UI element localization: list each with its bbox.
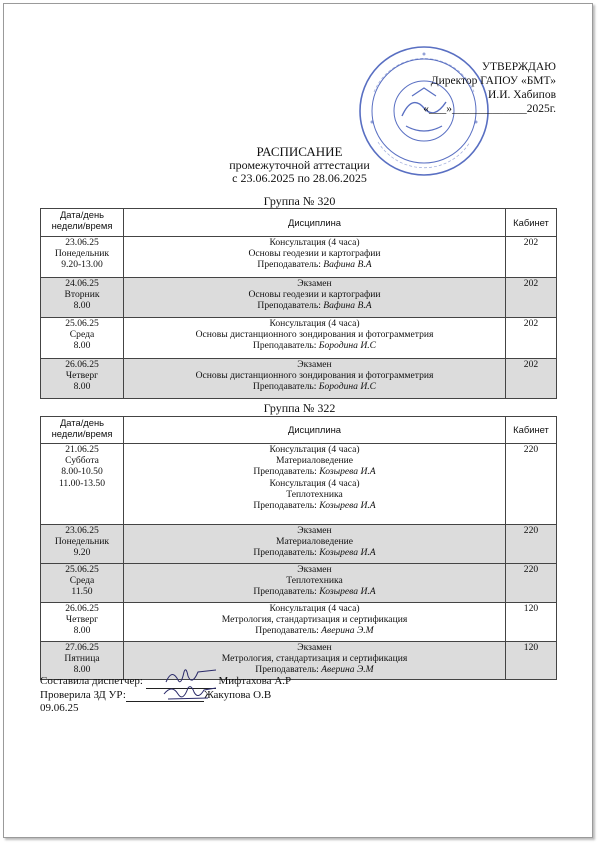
- teacher-name: Вафина В.А: [323, 259, 372, 271]
- cell-room: 220: [506, 525, 557, 564]
- discipline-line: [126, 237, 503, 248]
- table-row: [41, 237, 557, 278]
- discipline-text: Преподаватель:: [253, 547, 320, 559]
- cell-date: [41, 525, 124, 564]
- group-title-320: Группа № 320: [263, 194, 336, 208]
- cell-discipline: [124, 278, 506, 318]
- discipline-text: Преподаватель:: [255, 664, 322, 676]
- checked-signature: [160, 682, 220, 704]
- table-row: [41, 359, 557, 399]
- date-line: 8.00: [73, 381, 91, 393]
- discipline-line: [126, 525, 503, 536]
- cell-room: 202: [506, 318, 557, 359]
- document-subtitle: промежуточной аттестации: [229, 157, 370, 172]
- checked-label: Проверила ЗД УР:: [40, 688, 126, 701]
- discipline-line: [126, 455, 503, 466]
- approval-title: УТВЕРЖДАЮ: [481, 61, 556, 73]
- discipline-text: Преподаватель:: [253, 466, 320, 478]
- discipline-line: [126, 340, 503, 351]
- cell-room: 220: [506, 444, 557, 525]
- document-header: [0, 145, 599, 186]
- discipline-line: [126, 653, 503, 664]
- cell-discipline: [124, 318, 506, 359]
- schedule-table-group-322: [40, 416, 557, 680]
- date-line: Пятница: [64, 653, 100, 665]
- approval-year: 2025г.: [526, 103, 556, 115]
- column-header-discipline: Дисциплина: [124, 417, 506, 444]
- table-row: [41, 278, 557, 318]
- teacher-name: Козырева И.А: [319, 500, 376, 512]
- discipline-line: [126, 444, 503, 455]
- date-line: 8.00-10.50: [61, 466, 103, 478]
- discipline-line: [126, 381, 503, 392]
- discipline-text: Преподаватель:: [253, 586, 320, 598]
- cell-date: [41, 642, 124, 680]
- discipline-line: [126, 478, 503, 489]
- discipline-line: [126, 489, 503, 500]
- date-line: Четверг: [65, 370, 99, 382]
- discipline-text: Экзамен: [297, 278, 332, 289]
- teacher-name: Бородина И.С: [318, 340, 377, 352]
- date-line: Четверг: [65, 614, 99, 626]
- table-row: [41, 642, 557, 680]
- discipline-line: [126, 370, 503, 381]
- cell-room: 202: [506, 359, 557, 399]
- approval-block: [336, 60, 556, 116]
- table-body-group-322: [41, 444, 557, 680]
- cell-date: [41, 603, 124, 642]
- cell-date: [41, 278, 124, 318]
- column-header-date: Дата/день недели/время: [41, 417, 124, 444]
- discipline-line: [126, 603, 503, 614]
- cell-room: 120: [506, 603, 557, 642]
- date-line: Среда: [69, 329, 95, 341]
- discipline-line: [126, 278, 503, 289]
- date-line: Понедельник: [54, 248, 110, 260]
- cell-discipline: [124, 359, 506, 399]
- cell-discipline: [124, 444, 506, 525]
- discipline-text: Экзамен: [297, 564, 332, 575]
- table-row: [41, 564, 557, 603]
- discipline-text: Материаловедение: [275, 455, 354, 467]
- date-line: 23.06.25: [65, 525, 99, 536]
- discipline-text: Экзамен: [297, 642, 332, 653]
- discipline-text: Преподаватель:: [257, 300, 324, 312]
- cell-discipline: [124, 237, 506, 278]
- discipline-text: Преподаватель:: [257, 259, 324, 271]
- dispatcher-name: Мифтахова А.Р: [218, 675, 292, 687]
- date-line: Суббота: [65, 455, 99, 467]
- table-header-row: [41, 209, 557, 237]
- cell-discipline: [124, 603, 506, 642]
- discipline-line: [126, 575, 503, 586]
- cell-date: [41, 564, 124, 603]
- discipline-text: Метрология, стандартизация и сертификация: [221, 653, 408, 665]
- cell-discipline: [124, 525, 506, 564]
- cell-room: 202: [506, 278, 557, 318]
- approval-date-line: [336, 102, 556, 116]
- discipline-line: [126, 547, 503, 558]
- table-row: [41, 525, 557, 564]
- cell-room: 120: [506, 642, 557, 680]
- discipline-line: [126, 500, 503, 511]
- discipline-line: [126, 642, 503, 653]
- date-line: 8.00: [73, 340, 91, 352]
- date-line: 8.00: [73, 664, 91, 676]
- discipline-line: [126, 586, 503, 597]
- date-line: 26.06.25: [65, 359, 99, 370]
- cell-room: 220: [506, 564, 557, 603]
- discipline-line: [126, 614, 503, 625]
- discipline-text: Основы дистанционного зондирования и фотограмметрия: [195, 370, 434, 382]
- cell-discipline: [124, 564, 506, 603]
- date-line: 9.20: [73, 547, 91, 559]
- checked-name: Жакупова О.В: [203, 688, 272, 701]
- discipline-text: Преподаватель:: [253, 500, 320, 512]
- date-line: 8.00: [73, 300, 91, 312]
- discipline-text: Консультация (4 часа): [269, 444, 360, 455]
- discipline-line: [126, 329, 503, 340]
- teacher-name: Аверина Э.М: [321, 664, 374, 676]
- table-row: [41, 318, 557, 359]
- date-line: 8.00: [73, 625, 91, 637]
- discipline-line: [126, 625, 503, 636]
- discipline-text: Консультация (4 часа): [269, 318, 360, 329]
- date-line: 25.06.25: [65, 318, 99, 329]
- date-line: Среда: [69, 575, 95, 587]
- column-header-room: Кабинет: [506, 417, 557, 444]
- date-line: Вторник: [64, 289, 100, 301]
- column-header-discipline: Дисциплина: [124, 209, 506, 237]
- approval-person: И.И. Хабипов: [488, 89, 556, 101]
- dispatcher-label: Составила диспетчер:: [40, 675, 143, 687]
- date-line: 9.20-13.00: [61, 259, 103, 271]
- teacher-name: Аверина Э.М: [321, 625, 374, 637]
- discipline-line: [126, 466, 503, 477]
- discipline-text: Преподаватель:: [255, 625, 322, 637]
- discipline-line: [126, 359, 503, 370]
- discipline-text: Основы дистанционного зондирования и фотограмметрия: [195, 329, 434, 341]
- discipline-text: Основы геодезии и картографии: [248, 289, 381, 301]
- table-row: [41, 444, 557, 525]
- discipline-line: [126, 536, 503, 547]
- approval-date-blank: «___»_____________: [423, 103, 527, 115]
- approval-position: Директор ГАПОУ «БМТ»: [430, 75, 556, 87]
- discipline-line: [126, 318, 503, 329]
- date-line: 24.06.25: [65, 278, 99, 289]
- date-line: 26.06.25: [65, 603, 99, 614]
- teacher-name: Козырева И.А: [319, 586, 376, 598]
- discipline-text: Экзамен: [297, 359, 332, 370]
- discipline-text: Основы геодезии и картографии: [248, 248, 381, 260]
- document-title: РАСПИСАНИЕ: [256, 144, 343, 159]
- date-line: 23.06.25: [65, 237, 99, 248]
- schedule-table-group-320: [40, 208, 557, 399]
- cell-date: [41, 237, 124, 278]
- teacher-name: Бородина И.С: [318, 381, 377, 393]
- discipline-line: [126, 289, 503, 300]
- discipline-line: [126, 248, 503, 259]
- discipline-text: Материаловедение: [275, 536, 354, 548]
- discipline-line: [126, 300, 503, 311]
- table-body-group-320: [41, 237, 557, 399]
- discipline-text: Преподаватель:: [252, 340, 319, 352]
- footer-date: 09.06.25: [40, 702, 79, 715]
- discipline-text: Консультация (4 часа): [269, 477, 360, 489]
- discipline-text: Экзамен: [297, 525, 332, 536]
- discipline-text: Консультация (4 часа): [269, 603, 360, 614]
- group-title-322: Группа № 322: [263, 401, 336, 415]
- discipline-line: [126, 564, 503, 575]
- cell-room: 202: [506, 237, 557, 278]
- document-period: с 23.06.2025 по 28.06.2025: [232, 171, 367, 185]
- table-row: [41, 603, 557, 642]
- cell-date: [41, 444, 124, 525]
- date-line: Понедельник: [54, 536, 110, 548]
- column-header-room: Кабинет: [506, 209, 557, 237]
- table-header-row: [41, 417, 557, 444]
- date-line: 11.50: [71, 586, 93, 598]
- discipline-text: Теплотехника: [286, 488, 343, 500]
- date-line: 21.06.25: [65, 444, 99, 455]
- discipline-text: Метрология, стандартизация и сертификация: [221, 614, 408, 626]
- date-line: 25.06.25: [65, 564, 99, 575]
- discipline-line: [126, 259, 503, 270]
- teacher-name: Вафина В.А: [323, 300, 372, 312]
- teacher-name: Козырева И.А: [319, 547, 376, 559]
- date-line: 11.00-13.50: [58, 477, 105, 489]
- cell-date: [41, 318, 124, 359]
- column-header-date: Дата/день недели/время: [41, 209, 124, 237]
- discipline-text: Консультация (4 часа): [269, 237, 360, 248]
- cell-date: [41, 359, 124, 399]
- discipline-text: Теплотехника: [286, 575, 343, 587]
- discipline-text: Преподаватель:: [252, 381, 319, 393]
- date-line: 27.06.25: [65, 642, 99, 653]
- teacher-name: Козырева И.А: [319, 466, 376, 478]
